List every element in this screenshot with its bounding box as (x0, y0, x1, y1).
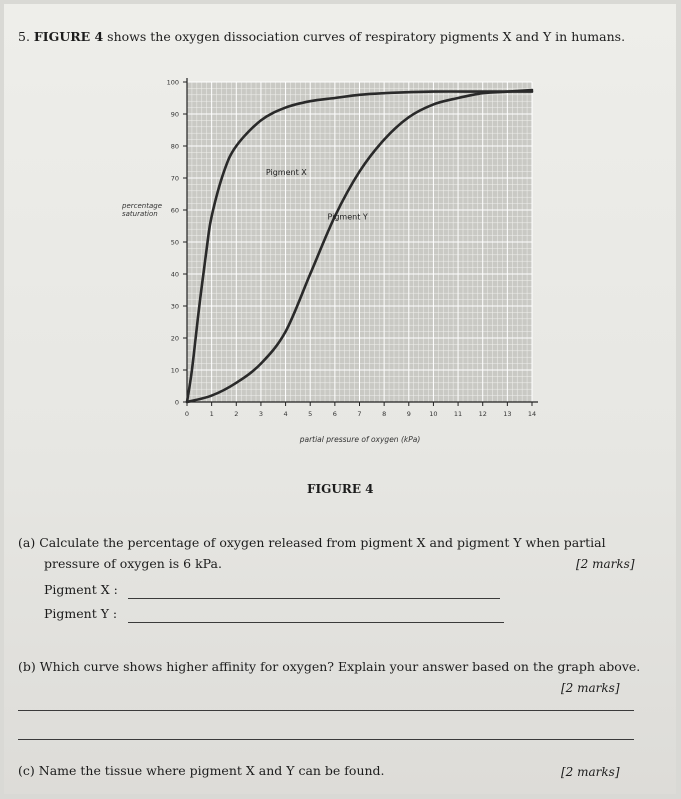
oxygen-dissociation-graph (4, 4, 676, 464)
part-a-marks: [2 marks] (576, 557, 635, 571)
x-tick-label: 3 (258, 410, 263, 418)
pigment-x-label: Pigment X (265, 167, 307, 177)
y-axis-label: percentage saturation (122, 202, 163, 218)
y-tick-label: 60 (170, 206, 179, 215)
y-tick-labels (167, 79, 187, 407)
y-tick-label: 50 (170, 238, 179, 247)
question-intro-text: shows the oxygen dissociation curves of respiratory pigments X and Y in humans. (103, 29, 626, 44)
x-axis-label: partial pressure of oxygen (kPa) (299, 435, 421, 444)
y-tick-label: 30 (170, 302, 179, 311)
worksheet-page (4, 4, 676, 794)
x-tick-label: 2 (234, 410, 239, 418)
y-tick-label: 90 (170, 110, 179, 119)
answer-line-pigment-y[interactable] (128, 622, 504, 623)
figure-reference: FIGURE 4 (33, 29, 104, 44)
x-tick-label: 8 (382, 410, 387, 418)
part-b-label: (b) (18, 659, 36, 674)
x-tick-label: 12 (478, 410, 487, 418)
answer-line-part-b-2[interactable] (18, 739, 634, 740)
part-b-marks: [2 marks] (561, 681, 620, 695)
question-number: 5. (18, 29, 30, 44)
part-c-text: Name the tissue where pigment X and Y can be found. (38, 763, 385, 778)
x-tick-label: 7 (357, 410, 362, 418)
y-tick-label: 40 (170, 270, 179, 279)
x-tick-label: 9 (406, 410, 411, 418)
y-tick-label: 80 (170, 142, 179, 151)
answer-label-pigment-y: Pigment Y : (44, 606, 118, 621)
x-tick-label: 6 (332, 410, 337, 418)
x-tick-label: 0 (184, 410, 190, 418)
answer-line-part-b-1[interactable] (18, 710, 634, 711)
y-tick-label: 20 (170, 334, 179, 343)
x-tick-label: 11 (453, 410, 463, 418)
y-tick-label: 70 (170, 174, 179, 183)
part-a-label: (a) (18, 535, 36, 550)
part-a-line1 (18, 535, 606, 550)
part-c-label: (c) (18, 763, 35, 778)
part-c-question (18, 763, 385, 778)
answer-line-pigment-x[interactable] (128, 598, 500, 599)
answer-label-pigment-x: Pigment X : (44, 582, 118, 597)
part-b-question (18, 659, 640, 674)
part-a-text: Calculate the percentage of oxygen released from pigment X and pigment Y when partial (39, 535, 606, 550)
part-b-text: Which curve shows higher affinity for oxygen? Explain your answer based on the graph above. (39, 659, 641, 674)
part-a-line2: pressure of oxygen is 6 kPa. (44, 556, 222, 571)
x-tick-labels (185, 402, 536, 418)
part-c-marks: [2 marks] (561, 765, 620, 779)
y-tick-label: 10 (170, 366, 179, 375)
pigment-y-label: Pigment Y (327, 212, 368, 222)
x-tick-label: 14 (527, 410, 537, 418)
y-tick-label: 100 (166, 78, 179, 87)
x-tick-label: 4 (283, 410, 288, 418)
y-tick-label: 0 (174, 398, 179, 407)
figure-caption: FIGURE 4 (307, 482, 374, 496)
x-tick-label: 10 (429, 410, 438, 418)
x-tick-label: 1 (209, 410, 214, 418)
x-tick-label: 13 (503, 410, 512, 418)
x-tick-label: 5 (308, 410, 313, 418)
